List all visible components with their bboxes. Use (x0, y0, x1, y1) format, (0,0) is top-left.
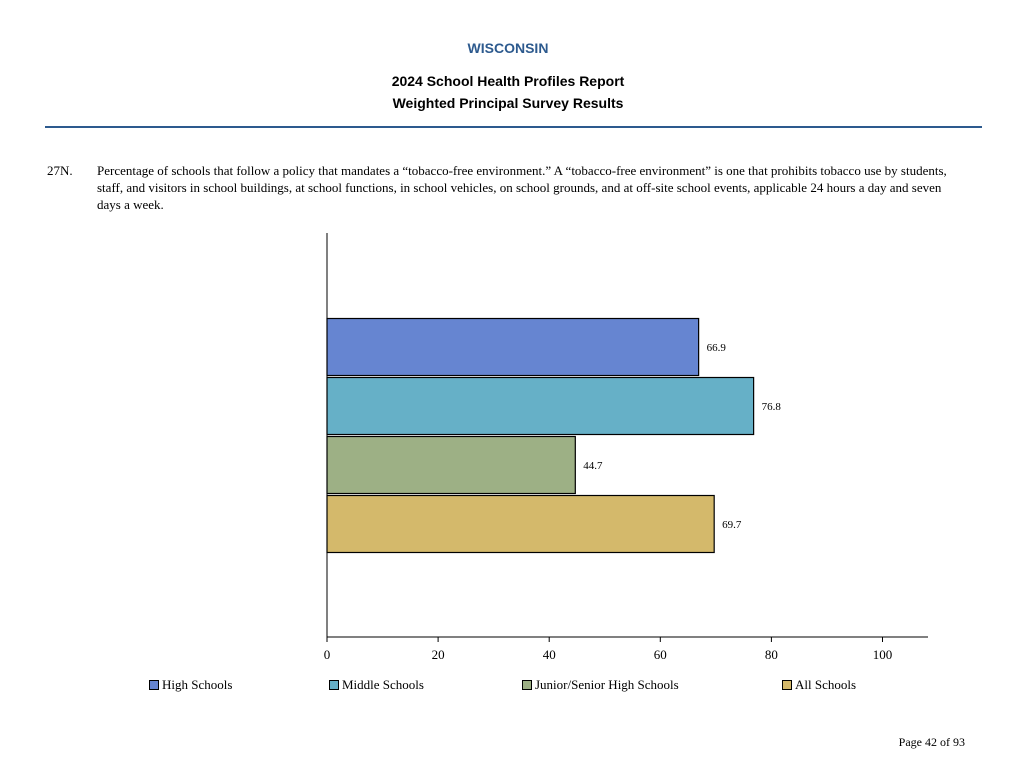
value-label-junior-senior-high-schools: 44.7 (583, 460, 603, 472)
state-name: WISCONSIN (467, 40, 549, 56)
legend-label-junior-senior-high-schools: Junior/Senior High Schools (535, 677, 679, 692)
x-tick-label-0: 0 (323, 647, 331, 662)
legend-label-high-schools: High Schools (162, 677, 233, 692)
legend-item-middle-schools (329, 677, 424, 693)
value-label-middle-schools: 76.8 (761, 401, 781, 413)
report-title-line2: Weighted Principal Survey Results (392, 95, 624, 111)
legend-label-all-schools: All Schools (795, 677, 857, 692)
value-label-high-schools: 66.9 (706, 342, 726, 354)
x-tick-label-60: 60 (653, 647, 667, 662)
page-number: Page 42 of 93 (898, 735, 965, 749)
legend-swatch-middle-schools (329, 680, 339, 690)
chart-legend (0, 677, 1024, 695)
report-title-line1: 2024 School Health Profiles Report (391, 73, 625, 89)
legend-swatch-junior-senior-high-schools (522, 680, 532, 690)
x-tick-label-20: 20 (431, 647, 445, 662)
legend-item-junior-senior-high-schools (522, 677, 679, 693)
x-tick-label-80: 80 (764, 647, 778, 662)
legend-item-all-schools (782, 677, 856, 693)
bar-middle-schools (327, 378, 754, 435)
legend-label-middle-schools: Middle Schools (342, 677, 424, 692)
x-tick-label-40: 40 (542, 647, 556, 662)
legend-swatch-all-schools (782, 680, 792, 690)
bar-high-schools (327, 319, 699, 376)
x-tick-label-100: 100 (872, 647, 893, 662)
legend-item-high-schools (149, 677, 232, 693)
question-number: 27N. (47, 163, 73, 178)
value-label-all-schools: 69.7 (722, 519, 742, 531)
question-text: Percentage of schools that follow a policy that mandates a “tobacco-free environment.” A “tobacco-free environment” is one that prohibits tobacco use by students, staff, and visitors in school buildings, at school functions, in school vehicles, on school grounds, and at off-site school events, applicable 24 hours a day and seven days a week. (97, 163, 947, 212)
legend-swatch-high-schools (149, 680, 159, 690)
bar-junior-senior-high-schools (327, 437, 575, 494)
bar-all-schools (327, 496, 714, 553)
